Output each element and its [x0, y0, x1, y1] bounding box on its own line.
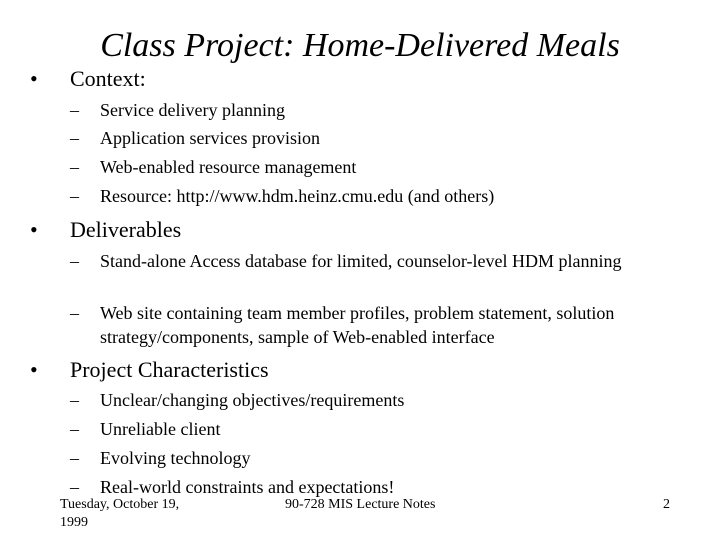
dash-icon: – — [70, 390, 79, 410]
sub-item — [70, 417, 590, 441]
sub-item-text: Real-world constraints and expectations! — [100, 477, 395, 497]
sub-item-text: Web site containing team member profiles, problem statement, solution strategy/components, sample of Web-enabled interface — [100, 303, 615, 347]
dash-icon: – — [70, 128, 79, 148]
bullet-heading: Project Characteristics — [70, 357, 269, 382]
sub-item — [70, 388, 590, 412]
sub-item-text: Evolving technology — [100, 448, 251, 468]
dash-icon: – — [70, 186, 79, 206]
sub-item — [70, 446, 590, 470]
footer-course: 90-728 MIS Lecture Notes — [285, 497, 436, 512]
sub-item-text: Web-enabled resource management — [100, 157, 357, 177]
sub-item — [70, 98, 590, 122]
sub-item — [70, 184, 590, 208]
bullet-project-characteristics — [30, 357, 269, 383]
sub-item-text: Resource: http://www.hdm.heinz.cmu.edu (and others) — [100, 186, 495, 206]
dash-icon: – — [70, 251, 79, 271]
dash-icon: – — [70, 448, 79, 468]
dash-icon: – — [70, 157, 79, 177]
footer-date: Tuesday, October 19, 1999 — [60, 497, 180, 530]
bullet-deliverables — [30, 217, 181, 243]
sub-item — [70, 126, 590, 150]
bullet-context — [30, 66, 146, 92]
dash-icon: – — [70, 477, 79, 497]
dash-icon: – — [70, 303, 79, 323]
dash-icon: – — [70, 100, 79, 120]
sub-item-text: Unreliable client — [100, 419, 221, 439]
dash-icon: – — [70, 419, 79, 439]
slide-title: Class Project: Home-Delivered Meals — [100, 27, 620, 64]
bullet-heading: Deliverables — [70, 217, 182, 242]
sub-item — [70, 249, 630, 273]
bullet-heading: Context: — [70, 66, 146, 91]
bullet-icon: • — [30, 357, 38, 382]
footer-page-number: 2 — [663, 497, 670, 512]
sub-item — [70, 155, 590, 179]
bullet-icon: • — [30, 217, 38, 242]
sub-item-text: Unclear/changing objectives/requirements — [100, 390, 405, 410]
sub-item-text: Application services provision — [100, 128, 320, 148]
sub-item-text: Service delivery planning — [100, 100, 285, 120]
sub-item-text: Stand-alone Access database for limited, counselor-level HDM planning — [100, 251, 622, 271]
bullet-icon: • — [30, 66, 38, 91]
sub-item — [70, 301, 700, 349]
